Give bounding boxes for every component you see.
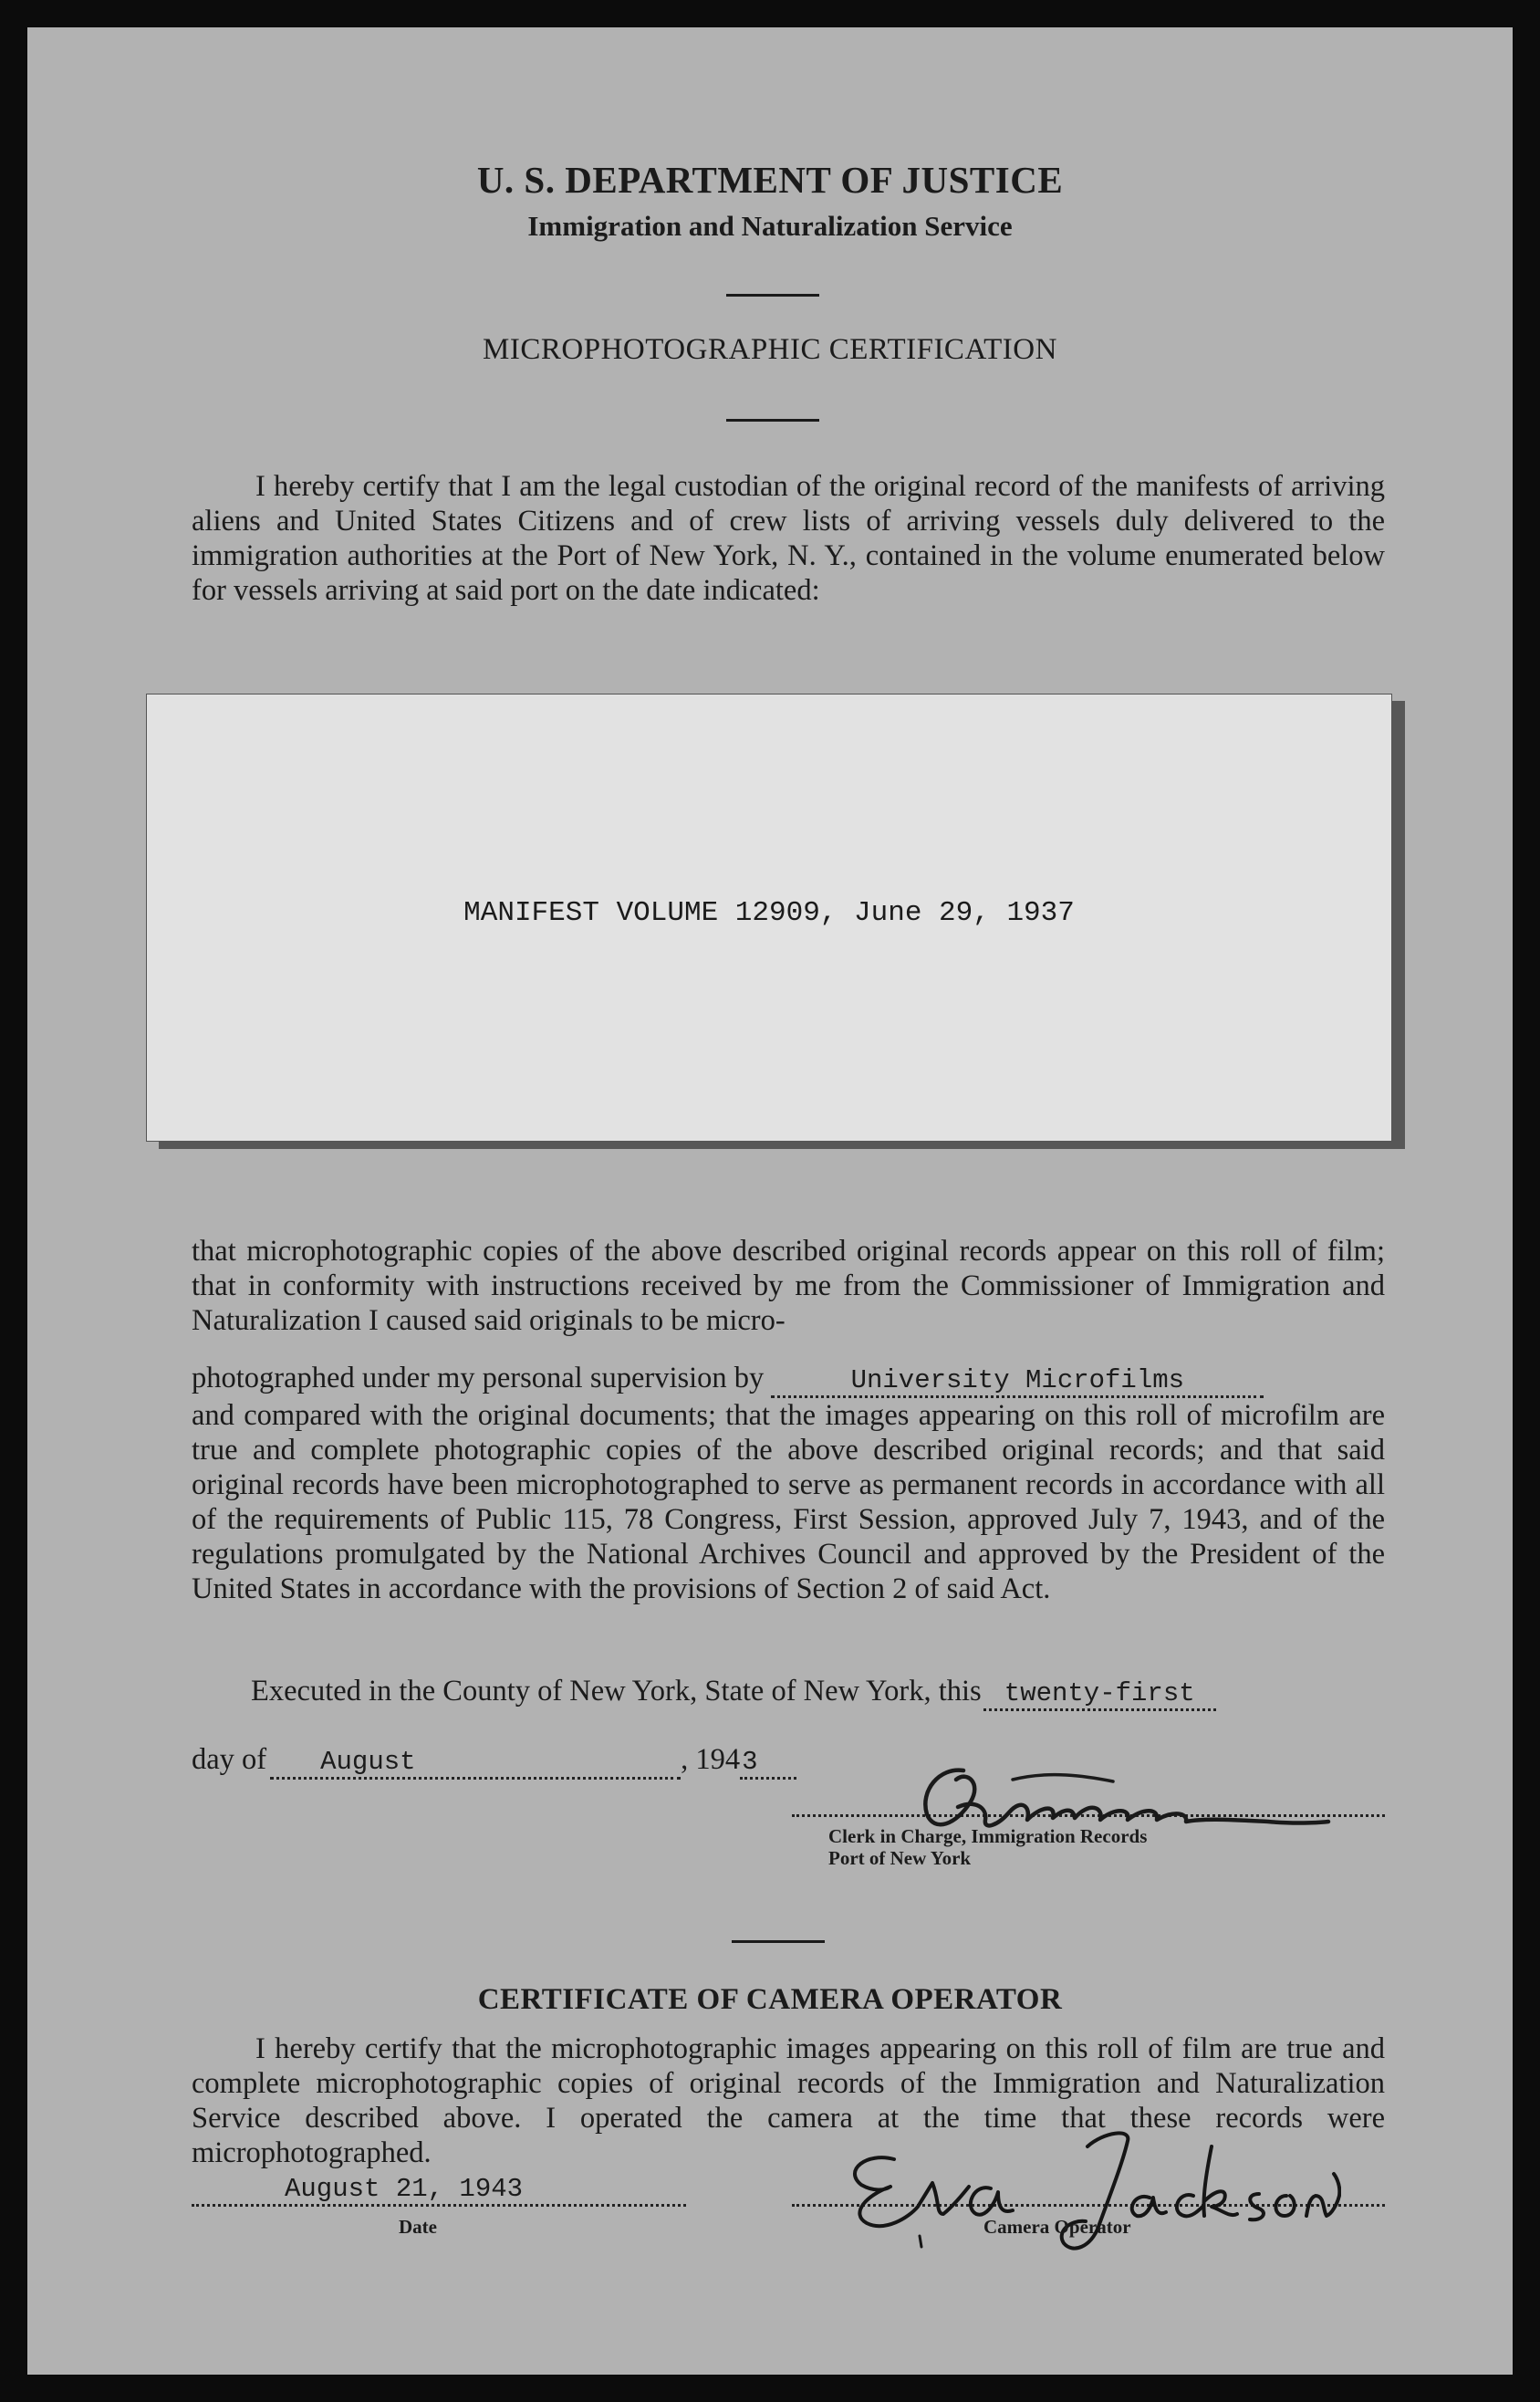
body-paragraph-part2: and compared with the original documents; that the images appearing on this roll of microfilm are true and complete photographic copies of the above described original records; and that said original records have been microphotographed to serve as permanent records in accordance with all of the requirements of Public 115, 78 Congress, First Session, approved July 7, 1943, and of the regulations promulgated by the National Archives Council and approved by the President of the United States in accordance with the provisions of Section 2 of said Act. <box>192 1399 1385 1605</box>
date-label: Date <box>399 2216 437 2238</box>
day-of-label: day of <box>192 1743 267 1776</box>
clerk-title-line2: Port of New York <box>828 1847 972 1869</box>
divider-before-camera-certificate <box>732 1940 825 1943</box>
executed-day-field <box>983 1675 1216 1711</box>
supervision-line <box>192 1362 1264 1398</box>
executed-day-value: twenty-first <box>1004 1678 1195 1708</box>
month-field <box>270 1743 681 1780</box>
clerk-title-line1: Clerk in Charge, Immigration Records <box>828 1825 1148 1847</box>
service-subtitle: Immigration and Naturalization Service <box>527 210 1013 242</box>
year-prefix: , 194 <box>681 1743 741 1776</box>
intro-paragraph: I hereby certify that I am the legal custodian of the original record of the manifests of arriving aliens and United States Citizens and of crew lists of arriving vessels duly delivered to the immigration authorities at the Port of New York, N. Y., contained in the volume enumerated below for vessels arriving at said port on the date indicated: <box>192 470 1385 607</box>
divider-top <box>726 294 819 297</box>
agency-title: U. S. DEPARTMENT OF JUSTICE <box>476 159 1064 201</box>
camera-operator-label: Camera Operator <box>983 2216 1131 2238</box>
manifest-volume-text: MANIFEST VOLUME 12909, June 29, 1937 <box>463 897 1075 929</box>
executed-line <box>251 1675 1216 1711</box>
date-line <box>192 2204 686 2207</box>
year-value: 3 <box>742 1747 758 1777</box>
divider-under-title <box>726 419 819 422</box>
camera-certificate-paragraph: I hereby certify that the microphotographic images appearing on this roll of film are true and complete microphotographic copies of original records of the Immigration and Naturalization Service described above. I operated the camera at the time that these records were microphotographed. <box>192 2032 1385 2169</box>
supervision-value: University Microfilms <box>850 1365 1185 1395</box>
date-value: August 21, 1943 <box>285 2174 524 2204</box>
year-field <box>740 1743 796 1780</box>
body-paragraph-part1: that microphotographic copies of the above described original records appear on this roll of film; that in conformity with instructions received by me from the Commissioner of Immigration and Naturalization I caused said originals to be micro- <box>192 1235 1385 1337</box>
manifest-card <box>146 694 1392 1142</box>
camera-certificate-heading: CERTIFICATE OF CAMERA OPERATOR <box>477 1983 1063 2016</box>
day-of-line <box>192 1743 796 1780</box>
month-value: August <box>320 1747 416 1777</box>
certification-title: MICROPHOTOGRAPHIC CERTIFICATION <box>483 333 1057 366</box>
supervision-field <box>771 1362 1264 1398</box>
certificate-page <box>27 27 1513 2375</box>
supervision-prefix: photographed under my personal supervision by <box>192 1362 765 1394</box>
executed-prefix: Executed in the County of New York, State of New York, this <box>251 1675 982 1708</box>
